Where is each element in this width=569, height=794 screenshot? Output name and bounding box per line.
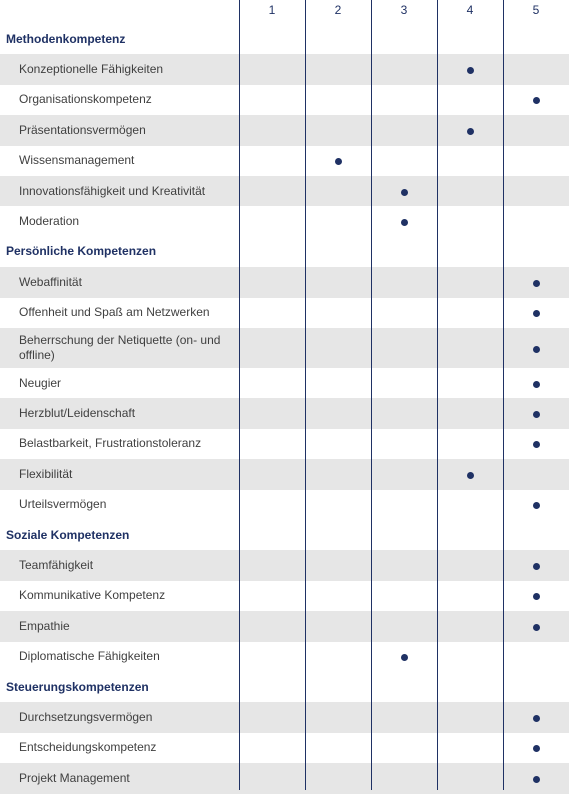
table-row: [0, 206, 569, 236]
row-label: Innovationsfähigkeit und Kreativität: [19, 183, 206, 198]
rating-dot: [401, 189, 408, 196]
table-row: [0, 429, 569, 459]
row-label: Moderation: [19, 214, 80, 229]
rating-dot: [533, 745, 540, 752]
row-label: Herzblut/Leidenschaft: [19, 406, 136, 421]
row-label: Empathie: [19, 618, 70, 633]
row-label: Durchsetzungsvermögen: [19, 710, 153, 725]
rating-dot: [533, 441, 540, 448]
rating-dot: [467, 67, 474, 74]
table-row: [0, 398, 569, 428]
table-row: [0, 642, 569, 672]
table-row: [0, 368, 569, 398]
row-label: Belastbarkeit, Frustrationstoleranz: [19, 436, 202, 451]
section-row: [0, 237, 569, 267]
row-label: Beherrschung der Netiquette (on- und offline): [19, 333, 221, 362]
table-row: [0, 611, 569, 641]
rating-dot: [467, 472, 474, 479]
section-title: Methodenkompetenz: [6, 31, 126, 46]
rating-dot: [533, 381, 540, 388]
row-label: Wissensmanagement: [19, 153, 135, 168]
rating-dot: [533, 502, 540, 509]
rating-dot: [335, 158, 342, 165]
table-row: [0, 267, 569, 297]
column-divider: [371, 0, 372, 790]
table-row: [0, 146, 569, 176]
rating-dot: [401, 654, 408, 661]
rating-dot: [401, 219, 408, 226]
rating-dot: [533, 776, 540, 783]
section-title: Soziale Kompetenzen: [6, 527, 130, 542]
column-divider: [503, 0, 504, 790]
rating-dot: [533, 97, 540, 104]
column-header-1: 1: [268, 3, 276, 17]
column-divider: [305, 0, 306, 790]
table-row: [0, 54, 569, 84]
rating-dot: [533, 593, 540, 600]
rating-dot: [533, 280, 540, 287]
table-row: [0, 328, 569, 368]
rating-dot: [533, 346, 540, 353]
section-title: Steuerungskompetenzen: [6, 679, 149, 694]
row-label: Diplomatische Fähigkeiten: [19, 649, 160, 664]
row-label: Entscheidungskompetenz: [19, 740, 157, 755]
rating-dot: [533, 310, 540, 317]
table-row: [0, 459, 569, 489]
section-row: [0, 520, 569, 550]
column-divider: [437, 0, 438, 790]
row-label: Offenheit und Spaß am Netzwerken: [19, 305, 210, 320]
row-label: Teamfähigkeit: [19, 558, 94, 573]
row-label: Projekt Management: [19, 770, 130, 785]
table-row: [0, 115, 569, 145]
row-label: Organisationskompetenz: [19, 92, 152, 107]
rating-dot: [467, 128, 474, 135]
table-row: [0, 176, 569, 206]
row-label: Präsentationsvermögen: [19, 122, 146, 137]
section-title: Persönliche Kompetenzen: [6, 244, 157, 259]
rating-dot: [533, 411, 540, 418]
column-header-2: 2: [334, 3, 342, 17]
row-label: Konzeptionelle Fähigkeiten: [19, 62, 164, 77]
table-row: [0, 298, 569, 328]
column-header-3: 3: [400, 3, 408, 17]
rating-dot: [533, 624, 540, 631]
section-row: [0, 672, 569, 702]
table-row: [0, 85, 569, 115]
table-row: [0, 763, 569, 793]
rating-dot: [533, 563, 540, 570]
row-label: Flexibilität: [19, 466, 73, 481]
column-header-4: 4: [466, 3, 474, 17]
table-row: [0, 490, 569, 520]
section-row: [0, 24, 569, 54]
table-row: [0, 702, 569, 732]
row-label: Webaffinität: [19, 274, 82, 289]
row-label: Urteilsvermögen: [19, 497, 107, 512]
table-row: [0, 581, 569, 611]
row-label: Kommunikative Kompetenz: [19, 588, 166, 603]
column-divider: [239, 0, 240, 790]
table-row: [0, 550, 569, 580]
rating-dot: [533, 715, 540, 722]
table-row: [0, 733, 569, 763]
row-label: Neugier: [19, 375, 62, 390]
column-header-5: 5: [532, 3, 540, 17]
